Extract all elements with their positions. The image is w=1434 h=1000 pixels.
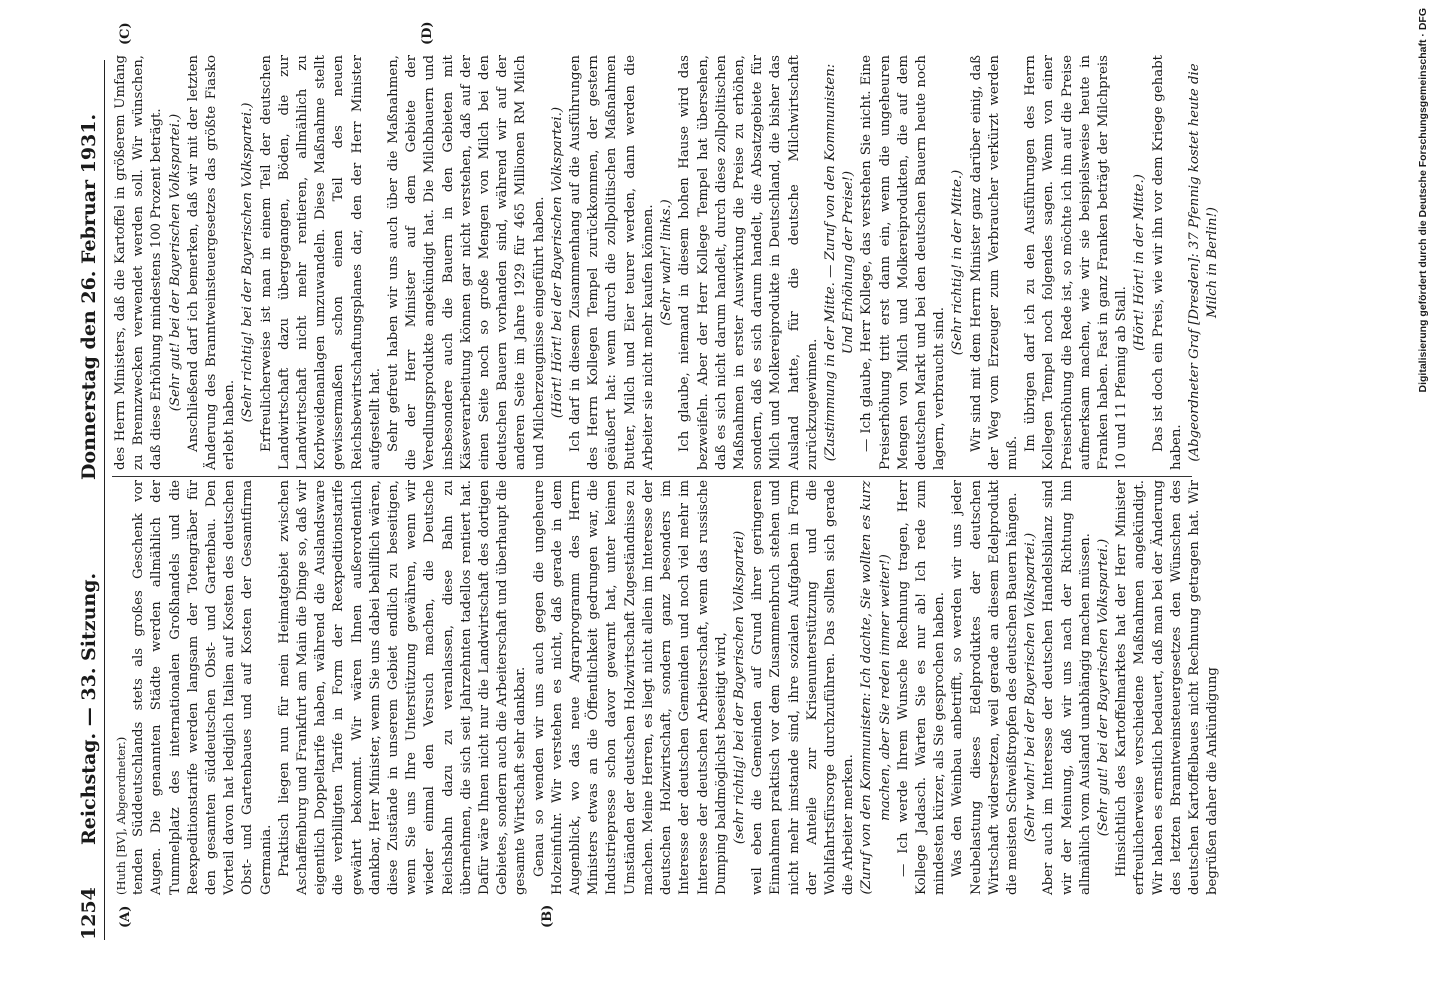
page-header bbox=[70, 60, 105, 940]
margin-mark-c: (C) bbox=[118, 22, 133, 45]
margin-mark-a: (A) bbox=[118, 905, 133, 928]
paragraph: Erfreulicherweise ist man in einem Teil der deutschen Landwirtschaft dazu übergegangen, Böden, die zur Landwirtschaft nicht mehr rentieren, allmählich zu Korbweidenanlagen umzuwandeln. Diese Maßnahme stellt gewissermaßen schon einen Teil des neuen Reichsbewirtschaftungsplanes dar, den der Herr Minister aufgestellt hat. bbox=[258, 55, 383, 470]
session-title: Reichstag. — 33. Sitzung. bbox=[78, 572, 100, 845]
interjection: (Sehr richtig! in der Mitte.) bbox=[950, 169, 966, 356]
interjection: (Zuruf von den Kommunisten: Ich dachte, Sie wollten es kurz machen, aber Sie reden immer weiter!) bbox=[859, 480, 893, 895]
interjection: (Sehr richtig! bei der Bayerischen Volkspartei.) bbox=[240, 102, 256, 423]
paragraph: Ich glaube, niemand in diesem hohen Hause wird das bezweifeln. Aber der Herr Kollege Tempel hat übersehen, daß es sich nicht darum handelt, durch diese zollpolitischen Maßnahmen in erster Auswirkung die Preise zu erhöhen, sondern, daß es sich darum handelt, die Absatzgebiete für Milch und Molkereiprodukte in Deutschland, die bisher das Ausland hatte, für die deutsche Milchwirtschaft zurückzugewinnen. bbox=[677, 55, 820, 470]
right-text-column bbox=[112, 55, 1222, 470]
paragraph: Anschließend darf ich bemerken, daß wir mit der letzten Änderung des Branntweinsteuergesetzes das größte Fiasko erlebt haben. bbox=[185, 55, 238, 470]
interjection: (Sehr gut! bei der Bayerischen Volkspartei.) bbox=[167, 113, 183, 412]
left-text-column bbox=[112, 480, 1222, 895]
paragraph: Das ist doch ein Preis, wie wir ihn vor dem Kriege gehabt haben. bbox=[1150, 55, 1184, 470]
margin-mark-b: (B) bbox=[540, 904, 555, 928]
interjection: (sehr richtig! bei der Bayerischen Volkspartei) bbox=[731, 530, 747, 845]
margin-mark-d: (D) bbox=[420, 21, 435, 45]
page-number: 1254 bbox=[78, 887, 100, 940]
paragraph: Was den Weinbau anbetrifft, so werden wir uns jeder Neubelastung dieses Edelproduktes der deutschen Wirtschaft widersetzen, weil gerade an diesem Edelprodukt die meisten Schweißtropfen des deutschen Bauern hängen. bbox=[950, 480, 1020, 895]
interjection: (Zustimmung in der Mitte. — Zuruf von den Kommunisten: Und Erhöhung der Preise!) bbox=[822, 63, 857, 462]
session-date: Donnerstag den 26. Februar 1931. bbox=[78, 113, 100, 480]
paragraph: Aber auch im Interesse der deutschen Handelsbilanz sind wir der Meinung, daß wir uns nach der Richtung hin allmählich vom Ausland unabhängig machen müssen. bbox=[1041, 480, 1093, 895]
paragraph: Ich darf in diesem Zusammenhang auf die Ausführungen des Herrn Kollegen Tempel zurückkommen, der gestern geäußert hat: wenn durch die zollpolitischen Maßnahmen Butter, Milch und Eier teurer werden, dann werden die Arbeiter sie nicht mehr kaufen können. bbox=[568, 55, 656, 470]
paragraph: Praktisch liegen nun für mein Heimatgebiet zwischen Aschaffenburg und Frankfurt am Main die Dinge so, daß wir eigentlich Doppeltarife haben, während die Auslandsware die verbilligten Tarife in Form der Reexpeditionstarife gewährt bekommt. Wir wären Ihnen außerordentlich dankbar, Herr Minister, wenn Sie uns dabei behilflich wären, diese Zustände in unserem Gebiet endlich zu beseitigen, wenn Sie uns Ihre Unterstützung gewähren, wenn wir wieder einmal den Versuch machen, die Deutsche Reichsbahn dazu zu veranlassen, diese Bahn zu übernehmen, die sich seit Jahrzehnten tadellos rentiert hat. Dafür wäre Ihnen nicht nur die Landwirtschaft des dortigen Gebietes, sondern auch die Arbeiterschaft und überhaupt die gesamte Wirtschaft sehr dankbar. bbox=[276, 480, 529, 895]
paragraph: Sehr gefreut haben wir uns auch über die Maßnahmen, die der Herr Minister auf dem Gebiete der Veredlungsprodukte angekündigt hat. Die Milchbauern und insbesondere auch die Bauern in den Gebieten mit Käseverarbeitung können gar nicht verstehen, daß auf der einen Seite noch so große Mengen von Milch bei den deutschen Bauern vorhanden sind, während wir auf der anderen Seite im Jahre 1929 für 465 Millionen RM Milch und Milcherzeugnisse eingeführt haben. bbox=[386, 55, 547, 470]
paragraph: weil eben die Gemeinden auf Grund ihrer geringeren Einnahmen praktisch vor dem Zusammenbruch stehen und nicht mehr imstande sind, ihre sozialen Aufgaben in Form der Anteile zur Krisenunterstützung und die Wohlfahrtsfürsorge durchzuführen. Das sollten sich gerade die Arbeiter merken. bbox=[750, 480, 857, 895]
interjection: (Hört! Hört! bei der Bayerischen Volkspartei.) bbox=[549, 106, 565, 419]
paragraph: — Ich werde Ihrem Wunsche Rechnung tragen, Herr Kollege Jadasch. Warten Sie es nur ab! Ich rede zum mindesten kürzer, als Sie gesprochen haben. bbox=[895, 480, 948, 895]
column-divider bbox=[112, 476, 1192, 477]
paragraph: Hinsichtlich des Kartoffelmarktes hat der Herr Minister erfreulicherweise verschiedene Maßnahmen angekündigt. Wir haben es ernstlich bedauert, daß man bei der Änderung des letzten Branntweinsteuergesetzes den Wünschen des deutschen Kartoffelbaues nicht Rechnung getragen hat. Wir begrüßen daher die Ankündigung bbox=[1114, 480, 1221, 895]
paragraph: — Ich glaube, Herr Kollege, das verstehen Sie nicht. Eine Preiserhöhung tritt erst dann ein, wenn die ungeheuren Mengen von Milch und Molkereiprodukten, die auf dem deutschen Markt und bei den deutschen Bauern heute noch lagern, verbraucht sind. bbox=[859, 55, 948, 470]
interjection: (Abgeordneter Graf [Dresden]: 37 Pfennig kostet heute die Milch in Berlin!) bbox=[1186, 63, 1221, 462]
paragraph: des Herrn Ministers, daß die Kartoffel in größerem Umfang zu Brennzwecken verwendet werden soll. Wir wünschen, daß diese Erhöhung mindestens 100 Prozent beträgt. bbox=[113, 55, 165, 470]
digitization-credit bbox=[1411, 8, 1431, 992]
speaker-label: (Huth [BV], Abgeordneter.) bbox=[114, 736, 128, 895]
interjection: (Hört! Hört! in der Mitte.) bbox=[1132, 174, 1148, 351]
interjection: (Sehr wahr! bei der Bayerischen Volkspartei.) bbox=[1023, 532, 1039, 843]
digitization-credit-text: Digitalisierung gefördert durch die Deutsche Forschungsgemeinschaft · DFG bbox=[1417, 8, 1429, 393]
paragraph: Im übrigen darf ich zu den Ausführungen des Herrn Kollegen Tempel noch folgendes sagen. Wenn von einer Preiserhöhung die Rede ist, so möchte ich ihn auf die Preise aufmerksam machen, wie wir sie beispielsweise heute in Franken haben. Fast in ganz Franken beträgt der Milchpreis 10 und 11 Pfennig ab Stall. bbox=[1023, 55, 1130, 470]
paragraph: tenden Süddeutschlands stets als großes Geschenk vor Augen. Die genannten Städte werden allmählich der Tummelplatz des internationalen Großhandels und die Reexpeditionstarife werden langsam der Totengräber für den gesamten süddeutschen Obst- und Gartenbau. Den Vorteil davon hat lediglich Italien auf Kosten des deutschen Obst- und Gartenbaues und auf Kosten der Gesamtfirma Germania. bbox=[131, 480, 274, 895]
paragraph: Wir sind mit dem Herrn Minister ganz darüber einig, daß der Weg vom Erzeuger zum Verbraucher verkürzt werden muß. bbox=[968, 55, 1020, 470]
interjection: (Sehr wahr! links.) bbox=[659, 199, 675, 326]
interjection: (Sehr gut! bei der Bayerischen Volkspartei.) bbox=[1095, 538, 1111, 837]
paragraph: Genau so wenden wir uns auch gegen die ungeheure Holzeinfuhr. Wir verstehen es nicht, daß gerade in dem Augenblick, wo das neue Agrarprogramm des Herrn Ministers etwas an die Öffentlichkeit gedrungen war, die Industriepresse schon davor gewarnt hat, unter keinen Umständen der deutschen Holzwirtschaft Zugeständnisse zu machen. Meine Herren, es liegt nicht allein im Interesse der deutschen Holzwirtschaft, sondern ganz besonders im Interesse der deutschen Gemeinden und noch viel mehr im Interesse der deutschen Arbeiterschaft, wenn das russische Dumping baldmöglichst beseitigt wird, bbox=[531, 480, 729, 895]
